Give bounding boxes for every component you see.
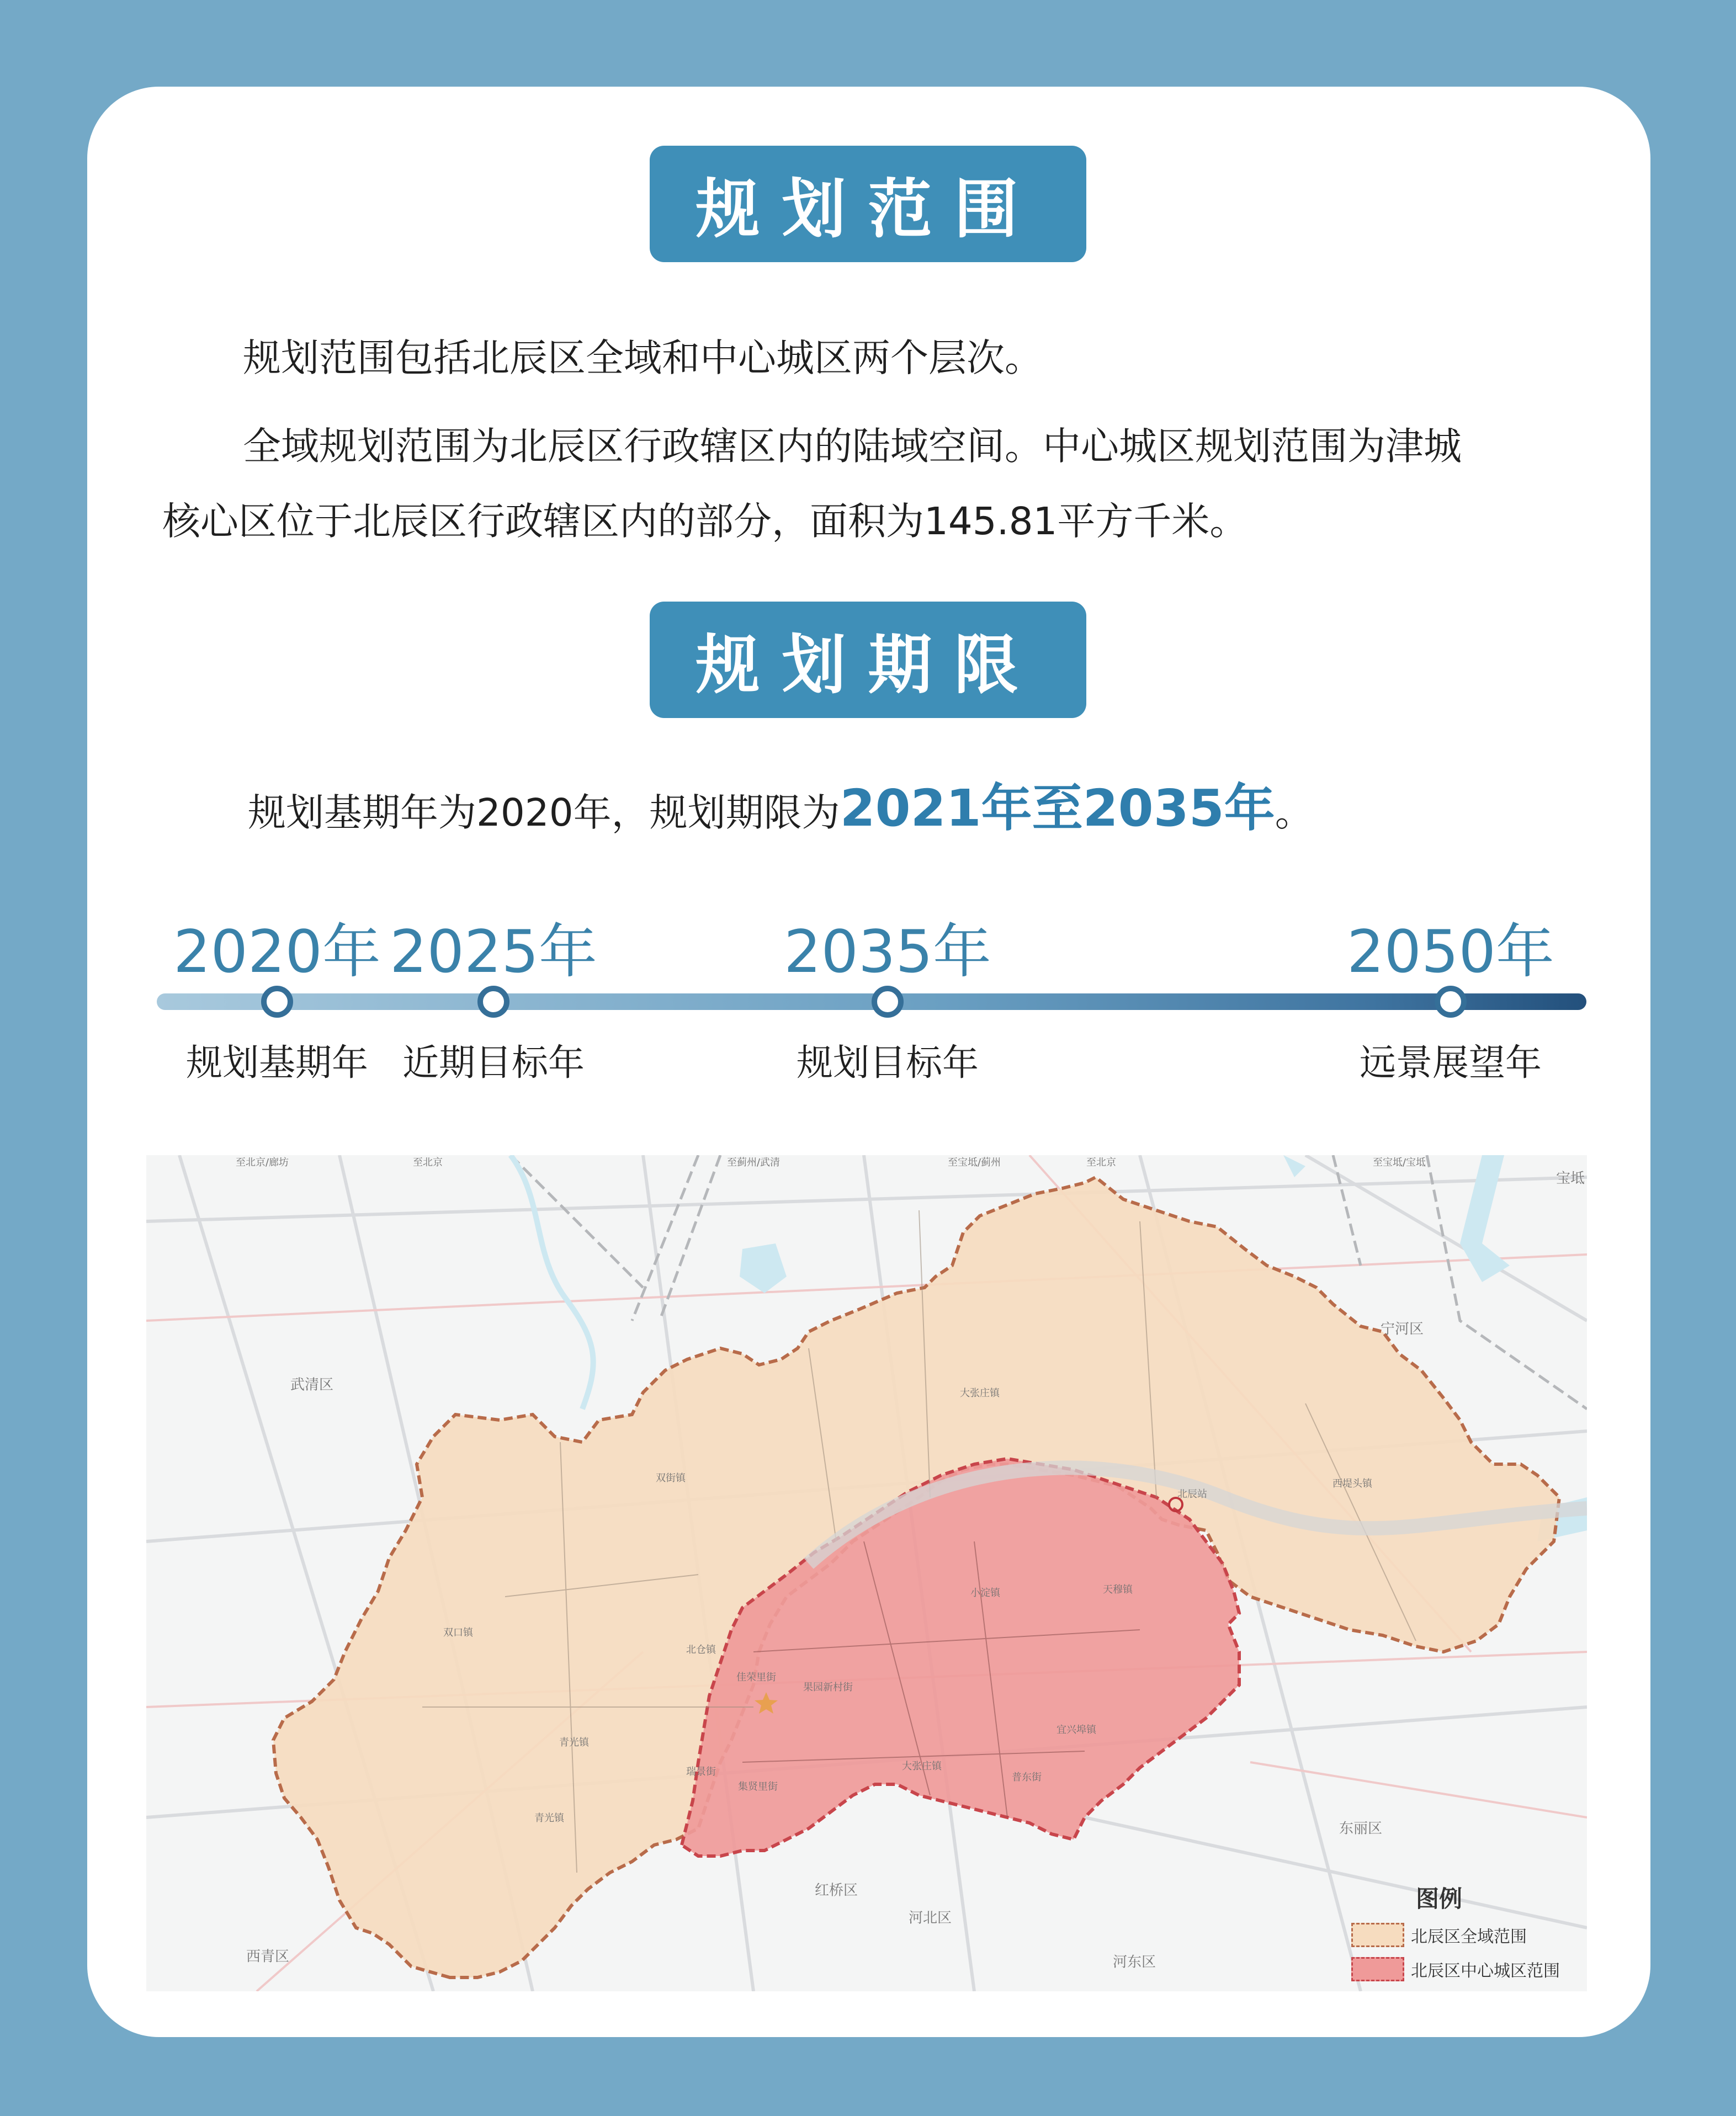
period-highlight: 2021年至2035年 (840, 779, 1275, 838)
legend-item-whole (1351, 1923, 1527, 1947)
timeline-year-2050: 2050年 (1347, 918, 1554, 986)
map-label-dazhangzhuang: 大张庄镇 (960, 1387, 1000, 1399)
map-label-xiqing: 西青区 (246, 1948, 290, 1965)
map-label-beicang: 北仓镇 (686, 1644, 716, 1656)
legend-label-central: 北辰区中心城区范围 (1411, 1961, 1560, 1981)
timeline-label-2050: 远景展望年 (1360, 1041, 1542, 1084)
map-label-to-beijing-1: 至北京 (413, 1157, 443, 1168)
scope-paragraph-1: 规划范围包括北辰区全域和中心城区两个层次。 (243, 336, 1043, 380)
timeline-node-2020 (261, 986, 293, 1018)
district-map (146, 1155, 1587, 1991)
legend-title: 图例 (1416, 1885, 1463, 1912)
map-label-wuqing: 武清区 (290, 1376, 334, 1394)
map-label-ninghe: 宁河区 (1380, 1321, 1424, 1338)
map-label-ruijing: 瑞景街 (686, 1766, 716, 1778)
legend-item-central (1351, 1957, 1560, 1981)
scope-paragraph-2-line-2: 核心区位于北辰区行政辖区内的部分，面积为145.81平方千米。 (162, 499, 1248, 544)
timeline-year-2035: 2035年 (784, 918, 991, 986)
timeline-label-2020: 规划基期年 (186, 1041, 368, 1084)
scope-section-title: 规划范围 (650, 146, 1086, 262)
legend-swatch-whole (1351, 1923, 1404, 1947)
map-label-qinghai: 青光镇 (559, 1737, 589, 1748)
period-paragraph (248, 767, 1313, 854)
map-label-xidiantou: 西堤头镇 (1332, 1478, 1372, 1490)
map-label-hebei: 河北区 (908, 1910, 952, 1927)
map-label-hongqiao: 红桥区 (814, 1882, 858, 1899)
map-label-shuangkou: 双口镇 (443, 1627, 473, 1639)
map-label-dongli: 东丽区 (1339, 1820, 1383, 1837)
legend-label-whole: 北辰区全域范围 (1411, 1927, 1527, 1947)
map-label-shuangjie: 双街镇 (656, 1472, 686, 1484)
map-label-to-baodi-2: 至宝坻/宝坻 (1372, 1157, 1426, 1168)
timeline-year-2020: 2020年 (173, 918, 381, 986)
map-label-yixing: 宜兴埠镇 (1057, 1724, 1096, 1736)
timeline-label-2035: 规划目标年 (797, 1041, 979, 1084)
period-text-after: 。 (1275, 791, 1313, 835)
map-label-to-baodi: 至宝坻/蓟州 (947, 1157, 1001, 1168)
scope-paragraph-2-line-1: 全域规划范围为北辰区行政辖区内的陆域空间。中心城区规划范围为津城 (243, 424, 1462, 469)
map-label-xiaodian: 小淀镇 (970, 1587, 1000, 1599)
map-label-pudong: 普东街 (1012, 1772, 1042, 1783)
timeline-year-2025: 2025年 (390, 918, 597, 986)
timeline-node-2050 (1435, 986, 1467, 1018)
map-graphic (146, 1155, 1587, 1991)
map-label-to-jizhou: 至蓟州/武清 (726, 1157, 781, 1168)
map-label-baodi: 宝坻 (1556, 1170, 1585, 1187)
map-label-to-beijing-2: 至北京 (1086, 1157, 1116, 1168)
map-label-guoyuan: 果园新村街 (803, 1682, 853, 1693)
legend-swatch-central (1351, 1957, 1404, 1981)
map-label-beichen-station: 北辰站 (1177, 1488, 1207, 1500)
timeline-node-2025 (477, 986, 509, 1018)
map-label-jiarong: 佳荣里街 (736, 1672, 776, 1683)
timeline-node-2035 (872, 986, 904, 1018)
map-label-qingguang: 青光镇 (534, 1812, 564, 1824)
timeline-label-2025: 近期目标年 (402, 1041, 585, 1084)
map-label-to-langfang: 至北京/廊坊 (235, 1157, 289, 1168)
period-section-title: 规划期限 (650, 602, 1086, 718)
map-label-tianmu: 天穆镇 (1103, 1584, 1133, 1596)
map-label-hedong: 河东区 (1112, 1954, 1156, 1971)
period-text-before: 规划基期年为2020年，规划期限为 (248, 791, 840, 835)
map-label-jixian: 集贤里街 (738, 1781, 778, 1793)
map-label-dazhang-2: 大张庄镇 (902, 1761, 942, 1772)
